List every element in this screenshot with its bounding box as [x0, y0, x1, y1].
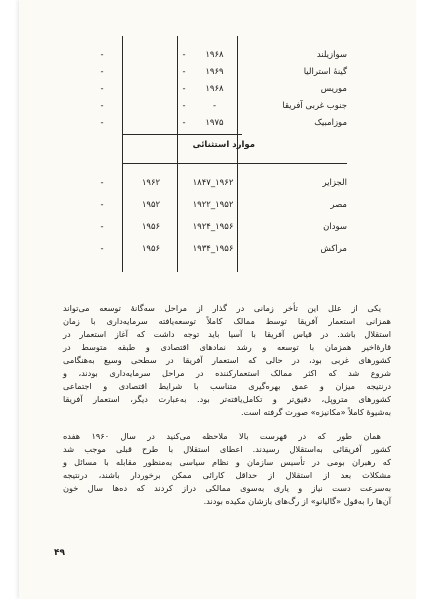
table-cell-year: ۱۹۵۶ — [141, 222, 161, 232]
book-page — [19, 0, 416, 599]
table-cell-dash: - — [100, 178, 104, 188]
table-cell-dash: - — [100, 244, 104, 254]
table-divider — [237, 36, 238, 272]
text-line: به‌سرعت دست نیاز و یاری به‌سوی ممالکی دراز کردند که ده‌ها سال خون — [63, 483, 391, 493]
table-cell-dash: - — [182, 84, 186, 94]
table-cell-dash: - — [100, 67, 104, 77]
table-cell-year: ۱۹۵۲ — [141, 200, 161, 210]
table-cell-country: جنوب غربی آفریقا — [282, 101, 347, 111]
table-cell-country: موزامبیک — [314, 118, 347, 128]
exceptions-heading: موارد استثنائی — [192, 140, 255, 150]
table-cell-year: ۱۹۶۸ — [205, 84, 224, 94]
table-cell-year: ۱۹۵۶ — [141, 244, 161, 254]
text-line: استقلال باشد. در قیاس آفریقا با آسیا باید توجه داشت که آغاز استعمار در — [63, 329, 391, 339]
table-cell-dash: - — [182, 50, 186, 60]
text-line: کشور آفریقائی به‌استقلال رسیدند. اعطای استقلال با طرح قبلی موجب شد — [63, 444, 391, 454]
table-cell-period: ۱۹۲۴_۱۹۵۶ — [192, 222, 234, 232]
table-cell-dash: - — [100, 101, 104, 111]
table-cell-dash: - — [182, 101, 186, 111]
paragraph-1 — [63, 302, 391, 419]
table-cell-dash: - — [100, 50, 104, 60]
text-line: مشکلات بعد از استقلال از حداقل کارائی ممکن برخوردار باشند، درنتیجه — [63, 470, 391, 480]
page-number: ۴۹ — [54, 548, 65, 558]
text-line: کشورهای متروپل، دقیق‌تر و تکامل‌یافته‌تر بود. به‌عبارت دیگر، استعمار آفریقا — [63, 394, 391, 404]
table-cell-period: ۱۹۲۲_۱۹۵۲ — [192, 200, 234, 210]
text-line: آن‌ها را به‌قول «گالیانو» از رگ‌های بازشان مکیده بودند. — [203, 496, 391, 506]
table-cell-dash: - — [100, 200, 104, 210]
table-cell-country: مصر — [330, 200, 347, 210]
table-divider — [122, 134, 242, 135]
independence-table — [47, 36, 347, 272]
table-cell-country: موریس — [320, 84, 347, 94]
text-line: یکی از علل این تأخر زمانی در گذار از مراحل سه‌گانهٔ توسعه می‌تواند — [63, 303, 381, 313]
text-line: قارهٔ‌اخیر همزمان با توسعه و رشد نمادهای اقتصادی و طبقه متوسط در — [63, 342, 391, 352]
table-cell-year: ۱۹۶۲ — [141, 178, 161, 188]
table-cell-country: الجزایر — [322, 178, 347, 188]
table-cell-dash: - — [182, 118, 186, 128]
table-cell-dash: - — [182, 67, 186, 77]
table-cell-country: گینهٔ استرالیا — [303, 67, 347, 77]
text-line: شروع شد که اکثر ممالک استعمارکننده در مراحل سرمایه‌داری بودند، و — [63, 368, 391, 378]
table-cell-period: ۱۸۴۷_۱۹۶۲ — [192, 178, 234, 188]
table-cell-dash: - — [100, 118, 104, 128]
table-cell-country: سودان — [323, 222, 347, 232]
table-cell-year: - — [212, 101, 217, 111]
table-cell-year: ۱۹۶۸ — [205, 50, 224, 60]
table-cell-country: سوازیلند — [316, 50, 347, 60]
text-line: کشورهای غربی بود، در حالی که استعمار آفریقا در سطحی وسیع به‌هنگامی — [63, 355, 391, 365]
table-cell-dash: - — [100, 84, 104, 94]
table-cell-year: ۱۹۷۵ — [205, 118, 224, 128]
paragraph-2 — [63, 430, 391, 508]
text-line: به‌شیوهٔ کاملاً «مکانیزه» صورت گرفته است. — [241, 407, 391, 417]
table-cell-period: ۱۹۳۴_۱۹۵۶ — [192, 244, 234, 254]
table-divider — [122, 36, 123, 272]
text-line: درنتیجه میزان و عمق بهره‌گیری متناسب با شرایط اقتصادی و اجتماعی — [63, 381, 391, 391]
table-cell-dash: - — [100, 222, 104, 232]
table-cell-country: مراکش — [320, 244, 347, 254]
table-cell-year: ۱۹۶۹ — [205, 67, 224, 77]
text-line: همزانی استعمار آفریقا توسط ممالک کاملاً توسعه‌یافته سرمایه‌داری با زمان — [63, 316, 391, 326]
text-line: همان طور که در فهرست بالا ملاحظه می‌کنید در سال ۱۹۶۰ هفده — [63, 431, 381, 441]
text-line: که رهبران بومی در تأسیس سازمان و نظام سیاسی به‌منظور مقابله با مسائل و — [63, 457, 391, 467]
table-divider — [122, 163, 347, 164]
